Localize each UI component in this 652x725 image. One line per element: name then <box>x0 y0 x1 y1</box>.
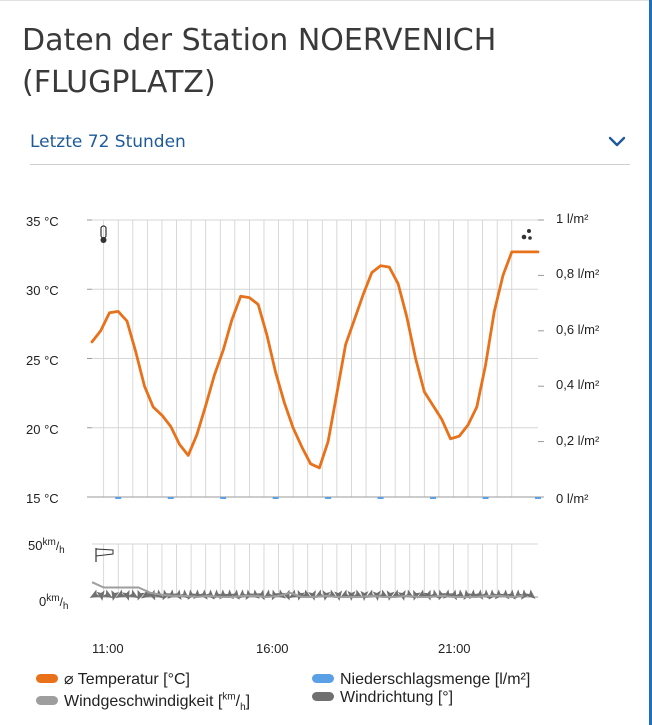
period-select-value: Letzte 72 Stunden <box>30 132 186 152</box>
legend-label: Niederschlagsmenge [l/m²] <box>340 671 531 688</box>
legend-item-temperature[interactable] <box>36 671 190 689</box>
wind-direction-arrow <box>88 590 101 602</box>
page-title: Daten der Station NOERVENICH (FLUGPLATZ) <box>22 23 497 100</box>
y2-tick-label: 0,4 l/m² <box>556 377 600 392</box>
period-select[interactable] <box>30 128 630 165</box>
y-tick-label: 35 °C <box>26 214 59 229</box>
x-tick-label: 11:00 <box>92 641 124 656</box>
legend-label: ⌀ Temperatur [°C] <box>64 671 190 688</box>
y-tick-label: 25 °C <box>26 353 59 368</box>
legend-swatch <box>312 692 334 701</box>
temperature-axis <box>26 214 59 506</box>
weather-chart <box>0 190 652 660</box>
y2-tick-label: 1 l/m² <box>556 211 589 226</box>
x-tick-label: 21:00 <box>438 641 471 656</box>
x-tick-label: 16:00 <box>256 641 289 656</box>
legend-item-wind-speed[interactable] <box>36 689 250 718</box>
legend-label: Windgeschwindigkeit $[^{km}/_h]$ <box>64 692 251 714</box>
top-divider <box>0 0 652 1</box>
legend-item-precipitation[interactable] <box>312 671 530 689</box>
y2-tick-label: 0,8 l/m² <box>556 266 600 281</box>
y2-tick-label: 0,6 l/m² <box>556 322 600 337</box>
wind-y-tick-label: $50^{km}/_h$ <box>28 537 65 556</box>
y-tick-label: 30 °C <box>26 283 59 298</box>
y-tick-label: 20 °C <box>26 422 59 437</box>
y2-tick-label: 0 l/m² <box>556 491 589 506</box>
windsock-icon <box>96 548 113 562</box>
chart-legend <box>36 670 636 720</box>
chevron-down-icon <box>608 135 626 149</box>
legend-label: Windrichtung [°] <box>340 689 454 706</box>
wind-y-tick-label: $0^{km}/_h$ <box>39 593 69 612</box>
legend-swatch <box>312 674 334 683</box>
wind-direction-arrow <box>525 589 538 602</box>
legend-item-wind-direction[interactable] <box>312 689 453 707</box>
raindrops-icon <box>522 229 532 240</box>
legend-swatch <box>36 674 58 683</box>
y-tick-label: 15 °C <box>26 491 59 506</box>
temperature-line <box>92 252 538 468</box>
y2-tick-label: 0,2 l/m² <box>556 433 600 448</box>
wind-direction-series <box>88 589 538 602</box>
precipitation-axis <box>556 211 600 506</box>
legend-swatch <box>36 696 58 705</box>
